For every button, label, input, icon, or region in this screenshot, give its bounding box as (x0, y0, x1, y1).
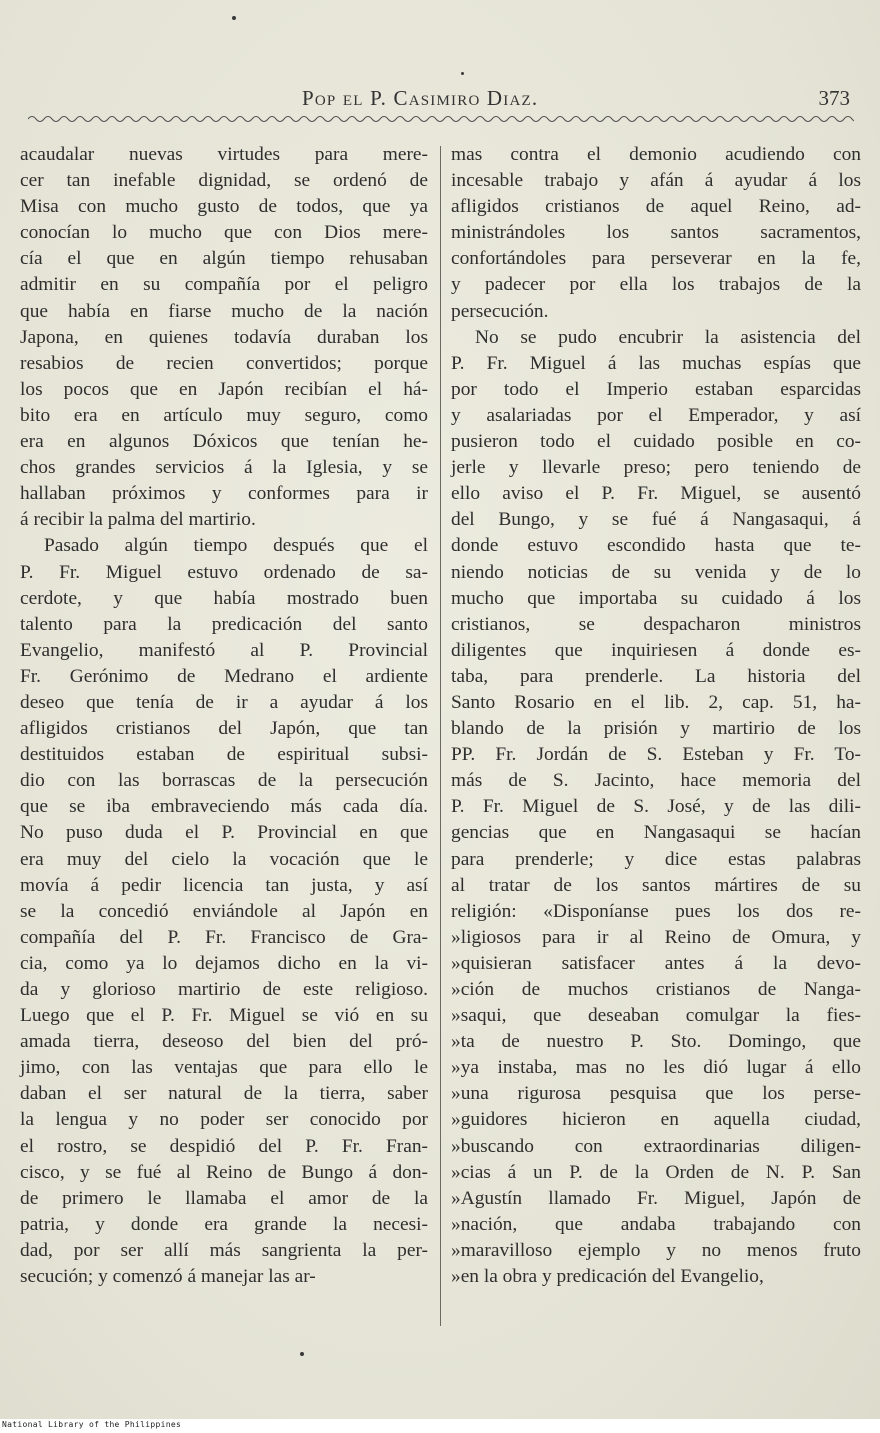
text-line: por todo el Imperio estaban esparcidas (451, 378, 861, 400)
text-line: »saqui, que deseaban comulgar la fies- (451, 1005, 861, 1027)
text-line: acaudalar nuevas virtudes para mere- (20, 144, 428, 165)
text-line: »nación, que andaba trabajando con (451, 1213, 861, 1235)
text-line: cer tan inefable dignidad, se ordenó de (20, 170, 428, 192)
text-line: la lengua y no poder ser conocido por (20, 1109, 428, 1131)
text-line: »ligiosos para ir al Reino de Omura, y (451, 926, 861, 948)
text-line: cerdote, y que había mostrado buen (20, 587, 428, 609)
text-line: admitir en su compañía por el peligro (20, 274, 428, 296)
text-line: Evangelio, manifestó al P. Provincial (20, 639, 428, 661)
text-line: »quisieran satisfacer antes á la devo- (451, 952, 861, 974)
text-line: y asalariadas por el Emperador, y así (451, 404, 861, 426)
text-line: No se pudo encubrir la asistencia del (475, 326, 861, 348)
text-line: pusieron todo el cuidado posible en co- (451, 431, 861, 453)
text-line: P. Fr. Miguel á las muchas espías que (451, 352, 861, 374)
ink-speck (461, 72, 464, 75)
text-line: »ción de muchos cristianos de Nanga- (451, 979, 861, 1000)
text-line: »maravilloso ejemplo y no menos fruto (451, 1239, 861, 1261)
text-line: el rostro, se despidió del P. Fr. Fran- (20, 1135, 428, 1157)
text-line: y padecer por ella los trabajos de la (451, 274, 861, 296)
text-line: religión: «Disponíanse pues los dos re- (451, 900, 861, 922)
text-line: P. Fr. Miguel estuvo ordenado de sa- (20, 561, 428, 583)
text-line: cía el que en algún tiempo rehusaban (20, 248, 428, 270)
text-line: Fr. Gerónimo de Medrano el ardiente (20, 665, 428, 687)
text-line: gencias que en Nangasaqui se hacían (451, 822, 861, 844)
text-line: Santo Rosario en el lib. 2, cap. 51, ha- (451, 691, 861, 713)
text-line: jerle y llevarle preso; pero teniendo de (451, 457, 861, 479)
text-line: da y glorioso martirio de este religioso. (20, 979, 428, 1000)
text-line: los pocos que en Japón recibían el há- (20, 378, 428, 400)
text-line: amada tierra, deseoso del bien del pró- (20, 1031, 428, 1053)
text-line: incesable trabajo y afán á ayudar á los (451, 170, 861, 192)
text-line: talento para la predicación del santo (20, 613, 428, 635)
text-line: Japona, en quienes todavía duraban los (20, 326, 428, 348)
text-line: diligentes que inquiriesen á donde es- (451, 639, 861, 661)
text-line: deseo que tenía de ir a ayudar á los (20, 691, 428, 713)
text-line: donde estuvo escondido hasta que te- (451, 535, 861, 557)
text-line: chos grandes servicios á la Iglesia, y se (20, 457, 428, 479)
text-line: niendo noticias de su venida y de lo (451, 561, 861, 583)
text-line: confortándoles para perseverar en la fe, (451, 248, 861, 270)
text-line: daban el ser natural de la tierra, saber (20, 1083, 428, 1105)
text-line: bito era en artículo muy seguro, como (20, 404, 428, 426)
text-line: del Bungo, y se fué á Nangasaqui, á (451, 509, 861, 531)
ink-speck (300, 1352, 304, 1356)
text-line: se la concedió enviándole al Japón en (20, 900, 428, 922)
page-number: 373 (818, 86, 850, 110)
text-line: taba, para prenderle. La historia del (451, 665, 861, 687)
text-line: era en algunos Dóxicos que tenían he- (20, 431, 428, 453)
text-line: cristianos, se despacharon ministros (451, 613, 861, 635)
text-line: PP. Fr. Jordán de S. Esteban y Fr. To- (451, 744, 861, 766)
text-line: para prenderle; y dice estas palabras (451, 848, 861, 870)
ink-speck (232, 16, 236, 20)
text-line: hallaban próximos y conformes para ir (20, 483, 428, 505)
library-watermark: National Library of the Philippines (2, 1420, 182, 1429)
text-line: resabios de recien convertidos; porque (20, 352, 428, 374)
text-line: cia, como ya lo dejamos dicho en la vi- (20, 952, 428, 974)
text-line: que había en fiarse mucho de la nación (20, 300, 428, 322)
text-line: que se iba embraveciendo más cada día. (20, 796, 428, 818)
text-line: al tratar de los santos mártires de su (451, 874, 861, 896)
page-header (0, 86, 880, 114)
text-line: Misa con mucho gusto de todos, que ya (20, 196, 428, 218)
text-line: dad, por ser allí más sangrienta la per- (20, 1239, 428, 1261)
text-line: afligidos cristianos del Japón, que tan (20, 718, 428, 740)
text-line: mucho que importaba su cuidado á los (451, 587, 861, 609)
text-line: persecución. (451, 300, 549, 322)
text-line: ello aviso el P. Fr. Miguel, se ausentó (451, 483, 861, 505)
text-line: dio con las borrascas de la persecución (20, 770, 428, 792)
text-line: »ya instaba, mas no les dió lugar á ello (451, 1057, 861, 1079)
text-line: »guidores hicieron en aquella ciudad, (451, 1109, 861, 1131)
text-line: conocían lo mucho que con Dios mere- (20, 222, 428, 244)
text-line: era muy del cielo la vocación que le (20, 848, 428, 870)
text-line: P. Fr. Miguel de S. José, y de las dili- (451, 796, 861, 818)
column-divider (440, 146, 441, 1326)
header-wavy-rule (28, 112, 854, 126)
text-line: Luego que el P. Fr. Miguel se vió en su (20, 1005, 428, 1027)
text-line: »en la obra y predicación del Evangelio, (451, 1266, 764, 1288)
text-line: »cias á un P. de la Orden de N. P. San (451, 1161, 861, 1183)
text-line: No puso duda el P. Provincial en que (20, 822, 428, 844)
text-line: más de S. Jacinto, hace memoria del (451, 770, 861, 792)
text-line: »buscando con extraordinarias diligen- (451, 1135, 861, 1157)
text-line: cisco, y se fué al Reino de Bungo á don- (20, 1161, 428, 1183)
text-line: destituidos estaban de espiritual subsi- (20, 744, 428, 766)
right-text-column (451, 142, 861, 1290)
footer-strip (0, 1419, 880, 1433)
text-line: á recibir la palma del martirio. (20, 509, 256, 531)
text-line: jimo, con las ventajas que para ello le (20, 1057, 428, 1079)
text-line: mas contra el demonio acudiendo con (451, 144, 861, 165)
text-line: secución; y comenzó á manejar las ar- (20, 1266, 316, 1288)
text-line: de primero le llamaba el amor de la (20, 1187, 428, 1209)
left-text-column (20, 142, 428, 1290)
text-line: afligidos cristianos de aquel Reino, ad- (451, 196, 861, 218)
text-line: »Agustín llamado Fr. Miguel, Japón de (451, 1187, 861, 1209)
running-head: Pop el P. Casimiro Diaz. (302, 86, 539, 110)
text-line: movía á pedir licencia tan justa, y así (20, 874, 428, 896)
text-line: Pasado algún tiempo después que el (44, 535, 428, 557)
text-line: patria, y donde era grande la necesi- (20, 1213, 428, 1235)
text-line: ministrándoles los santos sacramentos, (451, 222, 861, 244)
text-line: blando de la prisión y martirio de los (451, 718, 861, 740)
text-line: »una rigurosa pesquisa que los perse- (451, 1083, 861, 1105)
text-line: »ta de nuestro P. Sto. Domingo, que (451, 1031, 861, 1053)
text-line: compañía del P. Fr. Francisco de Gra- (20, 926, 428, 948)
